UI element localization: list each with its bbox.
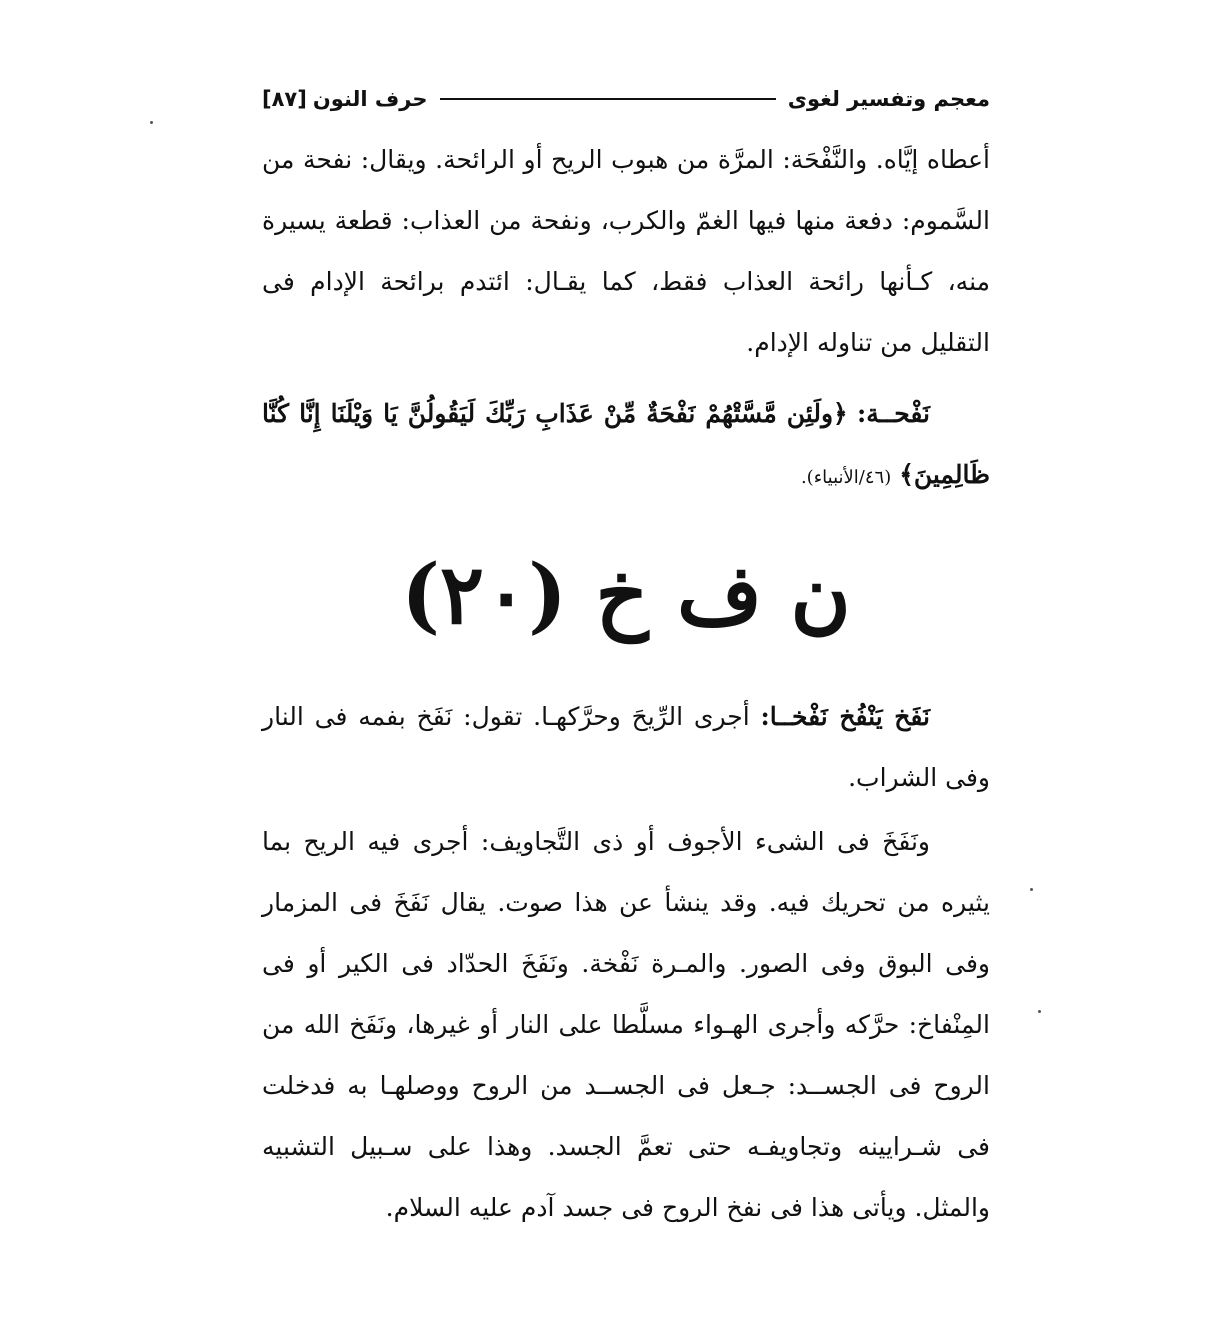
quran-headword: نَفْحــة: (856, 399, 930, 428)
definition-paragraph-2: ونَفَخَ فى الشىء الأجوف أو ذى التَّجاويف: أجرى فيه الريح بما يثيره من تحريك فيه. وقد ينشأ عن هذا صوت. يقال نَفَخَ فى المزمار وفى البوق وفى الصور. والمـرة نَفْخة. ونَفَخَ الحدّاد فى الكير أو فى المِنْفاخ: حرَّكه وأجرى الهـواء مسلَّطا على النار أو غيرها، ونَفَخ الله من الروح فى الجســد: جـعل فى الجســد من الروح ووصلهـا به فدخلت فى شـرايينه وتجاويفـه حتى تعمَّ الجسد. وهذا على سـبيل التشبيه والمثل. ويأتى هذا فى نفخ الروح فى جسد آدم عليه السلام. (262, 827, 990, 1222)
page-number: [٨٧] (262, 87, 307, 111)
quran-verse: ﴿ولَئِن مَّسَّتْهُمْ نَفْحَةٌ مِّنْ عَذَابِ رَبِّكَ لَيَقُولُنَّ يَا وَيْلَنَا إِنَّا كُنَّا ظَالِمِينَ﴾ (262, 399, 990, 489)
entry-definition-1 (262, 686, 990, 808)
entry-heading: ن ف خ (٢٠) (401, 547, 851, 643)
paragraph-text: أعطاه إيَّاه. والنَّفْحَة: المرَّة من هبوب الريح أو الرائحة. ويقال: نفحة من السَّموم: دفعة منها فيها الغمّ والكرب، ونفحة من العذاب: قطعة يسيرة منه، كـأنها رائحة العذاب فقط، كما يقـال: ائتدم برائحة الإدام فى التقليل من تناوله الإدام. (262, 145, 990, 357)
quran-citation-entry (262, 383, 990, 508)
verse-citation: (٤٦/الأنبياء). (800, 467, 892, 488)
header-rule (440, 98, 776, 100)
definition-text: أجرى الرِّيحَ وحرَّكهـا. تقول: نَفَخ بفمه فى النار وفى الشراب. (262, 702, 990, 792)
definition-paragraph (262, 686, 990, 808)
scan-speck (150, 121, 153, 124)
section-label: حرف النون (312, 87, 428, 111)
entry-headword: نَفَخ يَنْفُخ نَفْخــا: (760, 702, 931, 731)
running-header (262, 82, 990, 116)
scan-speck (1030, 888, 1033, 891)
entry-definition-2 (262, 811, 990, 1238)
book-title: معجم وتفسير لغوى (787, 87, 990, 111)
continued-paragraph (262, 129, 990, 373)
quran-entry-paragraph (262, 383, 990, 508)
scan-speck (1038, 1010, 1041, 1013)
